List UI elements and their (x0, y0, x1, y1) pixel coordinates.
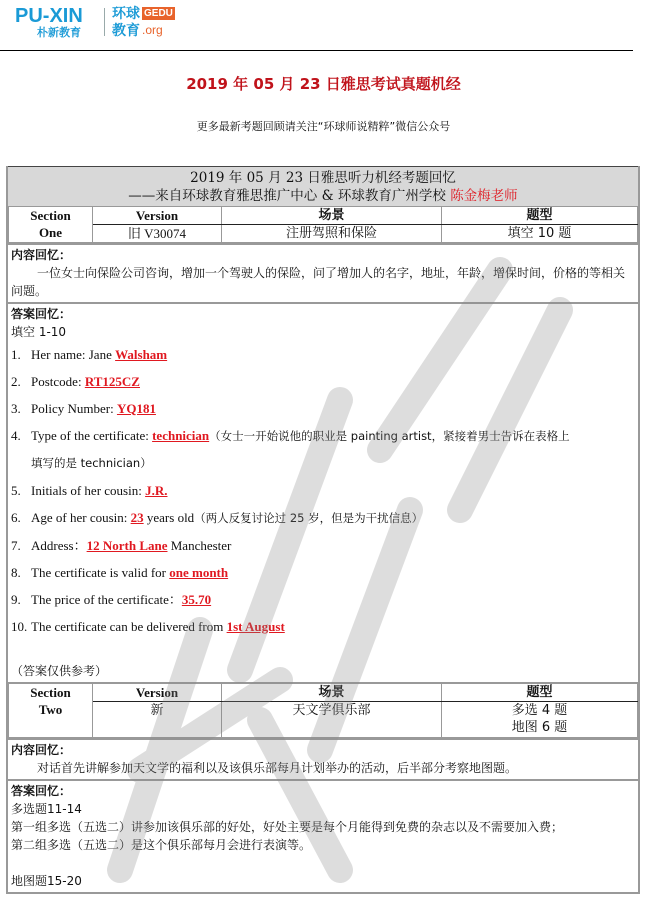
answer-item: 7. Address：12 North Lane Manchester (11, 538, 232, 553)
content-text: 一位女士向保险公司咨询，增加一个驾驶人的保险，问了增加人的名字，地址，年龄，增保时间，价格的等相关问题。 (11, 266, 626, 298)
answer-item: 3. Policy Number: YQ181 (11, 401, 156, 416)
banner-teacher: 陈金梅老师 (450, 188, 518, 204)
answer-value: RT125CZ (84, 374, 140, 389)
banner-title: 2019 年 05 月 23 日雅思听力机经考题回忆 (190, 170, 456, 186)
content-heading: 内容回忆： (11, 743, 72, 757)
mc-group-1: 第一组多选（五选二）讲参加该俱乐部的好处，好处主要是每个月能得到免费的杂志以及不需要加入费； (11, 820, 564, 834)
answer-value: 12 North Lane (86, 538, 168, 553)
answer-value: 35.70 (181, 592, 212, 607)
answer-value: 23 (130, 510, 144, 525)
document-body (6, 166, 640, 894)
col-version: Version (93, 207, 222, 225)
section-two-name: Two (38, 702, 63, 717)
col-scene: 场景 (222, 683, 442, 702)
answer-heading: 答案回忆： (11, 307, 72, 321)
section-one-name: One (38, 225, 63, 240)
answer-value: J.R. (145, 483, 168, 498)
section-two-scene: 天文学俱乐部 (222, 702, 442, 738)
section-two-version: 新 (93, 702, 222, 738)
section-two-type: 多选 4 题 地图 6 题 (442, 702, 638, 738)
section-label-cell: Section One (9, 207, 93, 243)
section-one-answers (8, 302, 638, 682)
banner (8, 166, 638, 206)
answer-note: （女士一开始说他的职业是 painting artist，紧接着男士告诉在表格上 (209, 429, 570, 443)
section-two-table (8, 682, 638, 738)
banner-source (8, 187, 638, 205)
section-one-version: 旧 V30074 (93, 225, 222, 243)
header-rule (0, 50, 633, 51)
logo-divider (104, 8, 105, 36)
gedu-logo-cn-1: 环球 (112, 6, 140, 22)
section-one-table (8, 206, 638, 243)
answer-item: 10. The certificate can be delivered from 1st August (11, 619, 285, 634)
section-two-box (6, 682, 640, 894)
section-two-content (8, 738, 638, 779)
section-one-type: 填空 10 题 (442, 225, 638, 243)
answer-value: technician (152, 428, 210, 443)
col-version: Version (93, 683, 222, 702)
gedu-logo-tag: GEDU (144, 8, 173, 19)
puxin-logo-cn: 朴新教育 (37, 26, 81, 39)
gedu-logo-org: .org (142, 23, 163, 37)
answer-value: Walsham (115, 347, 168, 362)
col-type: 题型 (442, 683, 638, 702)
answer-item: 8. The certificate is valid for one month (11, 565, 229, 580)
answer-value: 1st August (226, 619, 285, 634)
gedu-logo (112, 6, 182, 40)
col-type: 题型 (442, 207, 638, 225)
content-text: 对话首先讲解参加天文学的福利以及该俱乐部每月计划举办的活动，后半部分考察地图题。 (37, 761, 518, 775)
answer-value: one month (169, 565, 229, 580)
answer-disclaimer: （答案仅供参考） (11, 664, 108, 678)
content-heading: 内容回忆： (11, 248, 72, 262)
section-label-cell: Section Two (9, 683, 93, 738)
puxin-logo (15, 6, 99, 40)
answer-item: 9. The price of the certificate：35.70 (11, 592, 212, 607)
answer-item: 4. Type of the certificate: technician（女士一开始说他的职业是 painting artist，紧接着男士告诉在表格上 填写的是 technician） (11, 422, 636, 477)
section-two-answers (8, 779, 638, 894)
banner-source-prefix: ——来自环球教育雅思推广中心 & 环球教育广州学校 (128, 188, 451, 204)
answer-list (11, 341, 636, 640)
answer-note: （两人反复讨论过 25 岁，但是为干扰信息） (194, 511, 424, 525)
answer-heading: 答案回忆： (11, 784, 72, 798)
mc-range: 多选题11-14 (11, 802, 82, 816)
section-one-content (8, 243, 638, 302)
col-scene: 场景 (222, 207, 442, 225)
answer-item: 1. Her name: Jane Walsham (11, 347, 168, 362)
page-header (0, 0, 647, 56)
answer-note-cont: 填写的是 technician） (31, 456, 152, 470)
mc-group-2: 第二组多选（五选二）是这个俱乐部每月会进行表演等。 (11, 838, 312, 852)
puxin-logo-text: PU-XIN (15, 5, 83, 27)
answer-item: 6. Age of her cousin: 23 years old（两人反复讨论过 25 岁，但是为干扰信息） (11, 510, 424, 525)
section-one-box (6, 166, 640, 682)
section-one-scene: 注册驾照和保险 (222, 225, 442, 243)
answer-item: 5. Initials of her cousin: J.R. (11, 483, 168, 498)
page-title: 2019 年 05 月 23 日雅思考试真题机经 (186, 75, 461, 93)
gedu-logo-cn-2: 教育 (112, 23, 140, 39)
answer-value: YQ181 (116, 401, 156, 416)
answer-range: 填空 1-10 (11, 325, 67, 339)
answer-item: 2. Postcode: RT125CZ (11, 374, 140, 389)
map-range: 地图题15-20 (11, 874, 82, 888)
page-subtitle: 更多最新考题回顾请关注“环球师说精粹”微信公众号 (196, 120, 451, 133)
